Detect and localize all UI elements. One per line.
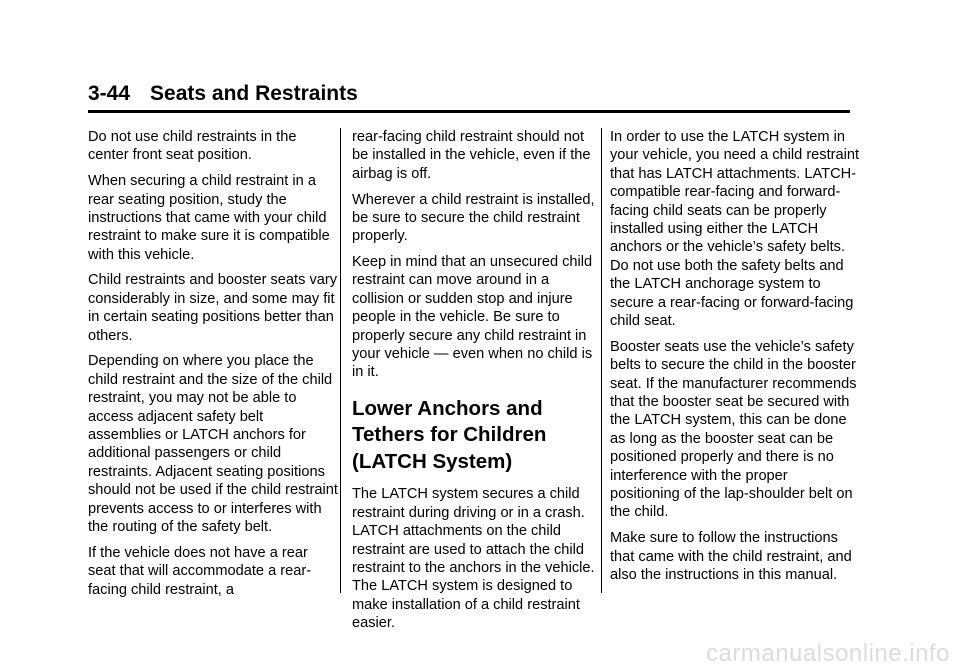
section-heading: Lower Anchors and Tethers for Children (LATCH System) [352, 396, 547, 473]
column-divider-1 [340, 128, 341, 593]
paragraph: If the vehicle does not have a rear seat that will accommodate a rear-facing child restraint, a [88, 544, 312, 598]
paragraph: Child restraints and booster seats vary considerably in size, and some may fit in certain seating positions better than others. [88, 272, 338, 344]
paragraph: Make sure to follow the instructions that came with the child restraint, and also the instructions in this manual. [610, 530, 852, 583]
paragraph: When securing a child restraint in a rear seating position, study the instructions that came with your child restraint to make sure it is compatible with this vehicle. [88, 173, 330, 263]
text-column-3 [610, 128, 860, 592]
section-title: Seats and Restraints [150, 82, 358, 105]
header-title [88, 80, 850, 108]
text-column-2 [352, 128, 602, 640]
page-header [88, 80, 850, 108]
watermark: carmanualsonline.info [706, 640, 950, 667]
page-number: 3-44 [88, 82, 131, 105]
paragraph: Do not use child restraints in the center front seat position. [88, 129, 297, 164]
header-rule [88, 110, 850, 113]
paragraph: In order to use the LATCH system in your vehicle, you need a child restraint that has LATCH attachments. LATCH-compatible rear-facing and forward-facing child seats can be properly installed using either the LATCH anchors or the vehicle’s safety belts. Do not use both the safety belts and the LATCH anchorage system to secure a rear-facing or forward-facing child seat. [610, 129, 860, 330]
paragraph: The LATCH system secures a child restraint during driving or in a crash. LATCH attachments on the child restraint are used to attach the child restraint to the anchors in the vehicle. The LATCH system is designed to make installation of a child restraint easier. [352, 486, 595, 632]
paragraph: rear-facing child restraint should not be installed in the vehicle, even if the airbag is off. [352, 129, 591, 182]
text-column-1 [88, 128, 338, 606]
paragraph: Wherever a child restraint is installed, be sure to secure the child restraint properly. [352, 191, 595, 245]
paragraph: Booster seats use the vehicle’s safety belts to secure the child in the booster seat. If the manufacturer recommends that the booster seat be secured with the LATCH system, this can be done as long as the booster seat can be positioned properly and there is no interference with the proper positioning of the lap-shoulder belt on the child. [610, 338, 857, 521]
paragraph: Depending on where you place the child restraint and the size of the child restraint, you may not be able to access adjacent safety belt assemblies or LATCH anchors for additional passengers or child restraints. Adjacent seating positions should not be used if the child restraint prevents access to or interferes with the routing of the safety belt. [88, 353, 338, 536]
paragraph: Keep in mind that an unsecured child restraint can move around in a collision or sudden stop and injure people in the vehicle. Be sure to properly secure any child restraint in your vehicle — even when no child is in it. [352, 254, 593, 381]
